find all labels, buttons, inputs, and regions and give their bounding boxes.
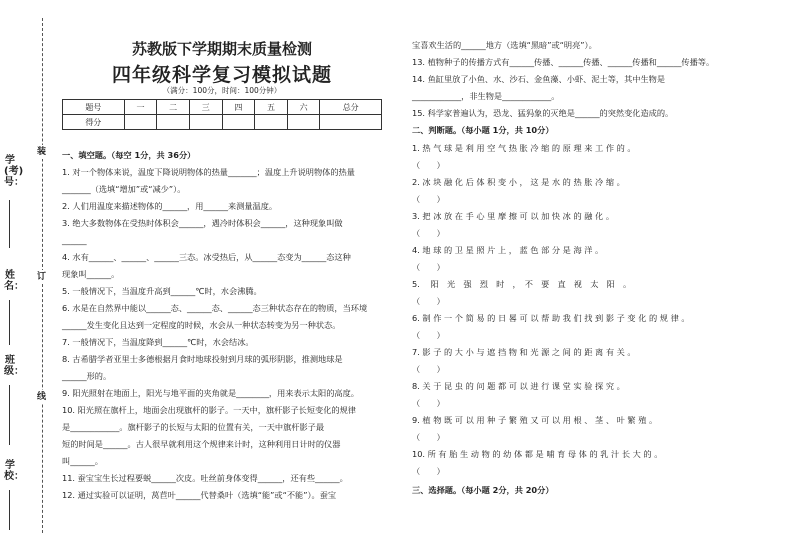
judge-question: 6. 制 作 一 个 简 易 的 日 晷 可 以 帮 助 我 们 找 到 影 子 变 化 的 规 律 。 xyxy=(412,313,690,323)
class-line xyxy=(9,385,10,445)
binding-mark-ding: 订 xyxy=(37,272,47,282)
exam-info: （满分：100分，时间：100分钟） xyxy=(162,86,282,95)
score-table-header-row xyxy=(63,100,382,115)
answer-bracket[interactable]: （ ） xyxy=(412,398,445,408)
exam-subtitle: 四年级科学复习模拟试题 xyxy=(111,64,332,86)
score-table xyxy=(62,99,382,130)
score-cell[interactable] xyxy=(189,115,222,130)
question-line: 8. 古希腊学者亚里士多德根据月食时地球投射到月球的弧形阴影，推测地球是 xyxy=(62,354,343,364)
binding-mark-xian: 线 xyxy=(37,392,47,402)
question-line: ______形的。 xyxy=(62,371,112,381)
score-cell[interactable] xyxy=(157,115,190,130)
section-heading-fill-blank: 一、填空题。（每空 1分，共 36分） xyxy=(62,150,196,160)
question-line: 12. 通过实验可以证明，莴苣叶______代替桑叶（选填“能”或“不能”）。蚕宝 xyxy=(62,490,337,500)
score-header-cell: 六 xyxy=(287,100,320,115)
score-header-cell: 五 xyxy=(255,100,288,115)
binding-mark-zhuang: 装 xyxy=(37,147,47,157)
question-line: 1. 对一个物体来说，温度下降说明物体的热量_______；温度上升说明物体的热量 xyxy=(62,167,355,177)
question-line: 短的时间是______。古人很早就利用这个规律来计时，这种利用日计时的仪器 xyxy=(62,439,341,449)
answer-bracket[interactable]: （ ） xyxy=(412,228,445,238)
score-header-cell: 总分 xyxy=(320,100,382,115)
question-line: ____________，非生物是____________。 xyxy=(412,91,560,101)
question-line: _______（选填“增加”或“减少”）。 xyxy=(62,184,186,194)
score-cell[interactable] xyxy=(124,115,157,130)
question-line: 宝喜欢生活的______地方（选填“黑暗”或“明亮”）。 xyxy=(412,40,597,50)
question-line: 2. 人们用温度来描述物体的______，用______来测量温度。 xyxy=(62,201,278,211)
question-line: 13. 植物种子的传播方式有______传播、______传播、______传播和______传播等。 xyxy=(412,57,715,67)
student-id-label: 学(考)号： xyxy=(4,155,24,188)
judge-question: 3. 把 冰 放 在 手 心 里 摩 擦 可 以 加 快 冰 的 融 化 。 xyxy=(412,211,615,221)
school-line xyxy=(9,490,10,530)
class-label: 班级： xyxy=(4,355,24,377)
judge-question: 1. 热 气 球 是 利 用 空 气 热 胀 冷 缩 的 原 理 来 工 作 的 。 xyxy=(412,143,636,153)
answer-bracket[interactable]: （ ） xyxy=(412,262,445,272)
score-cell[interactable] xyxy=(255,115,288,130)
answer-bracket[interactable]: （ ） xyxy=(412,194,445,204)
question-line: 3. 绝大多数物体在受热时体积会______，遇冷时体积会______，这种现象叫做 xyxy=(62,218,343,228)
name-line xyxy=(9,300,10,345)
answer-bracket[interactable]: （ ） xyxy=(412,296,445,306)
answer-bracket[interactable]: （ ） xyxy=(412,432,445,442)
score-table-score-row xyxy=(63,115,382,130)
score-header-cell: 一 xyxy=(124,100,157,115)
question-line: 15. 科学家普遍认为，恐龙、猛犸象的灭绝是______的突然变化造成的。 xyxy=(412,108,674,118)
score-header-cell: 三 xyxy=(189,100,222,115)
question-line: 叫______。 xyxy=(62,456,103,466)
judge-question: 8. 关 于 昆 虫 的 问 题 都 可 以 进 行 课 堂 实 验 探 究 。 xyxy=(412,381,625,391)
score-cell[interactable] xyxy=(222,115,255,130)
question-line: 现象叫______。 xyxy=(62,269,120,279)
question-line: 9. 阳光照射在地面上，阳光与地平面的夹角就是________，用来表示太阳的高度。 xyxy=(62,388,359,398)
score-cell[interactable] xyxy=(320,115,382,130)
answer-bracket[interactable]: （ ） xyxy=(412,364,445,374)
answer-bracket[interactable]: （ ） xyxy=(412,466,445,476)
judge-question: 9. 植 物 既 可 以 用 种 子 繁 殖 又 可 以 用 根 、 茎 、 叶 繁 殖 。 xyxy=(412,415,658,425)
binding-margin xyxy=(0,0,58,548)
question-line: ______ xyxy=(62,235,87,245)
question-line: ______发生变化且达到一定程度的时候，水会从一种状态转变为另一种状态。 xyxy=(62,320,341,330)
answer-bracket[interactable]: （ ） xyxy=(412,160,445,170)
question-line: 7. 一般情况下，当温度降到______℃时，水会结冰。 xyxy=(62,337,254,347)
question-line: 10. 阳光照在旗杆上，地面会出现旗杆的影子。一天中，旗杆影子长短变化的规律 xyxy=(62,405,356,415)
score-cell[interactable] xyxy=(287,115,320,130)
judge-question: 2. 冰 块 融 化 后 体 积 变 小 ， 这 是 水 的 热 胀 冷 缩 。 xyxy=(412,177,625,187)
judge-question: 7. 影 子 的 大 小 与 遮 挡 物 和 光 源 之 间 的 距 离 有 关 。 xyxy=(412,347,636,357)
judge-question: 10. 所 有 胎 生 动 物 的 幼 体 都 是 哺 育 母 体 的 乳 汁 长 大 的 。 xyxy=(412,449,663,459)
question-line: 4. 水有______、______、______三态。冰受热后，从______态变为______态这种 xyxy=(62,252,351,262)
question-line: 是____________。旗杆影子的长短与太阳的位置有关，一天中旗杆影子最 xyxy=(62,422,325,432)
score-header-cell: 二 xyxy=(157,100,190,115)
exam-title: 苏教版下学期期末质量检测 xyxy=(131,40,312,58)
section-heading-multiple-choice: 三、选择题。（每小题 2分，共 20分） xyxy=(412,485,554,495)
name-label: 姓名： xyxy=(4,270,24,292)
question-line: 14. 鱼缸里放了小鱼、水、沙石、金鱼藻、小虾、泥土等，其中生物是 xyxy=(412,74,666,84)
question-line: 6. 水是在自然界中能以______态、______态、______态三种状态存在的物质，当环境 xyxy=(62,303,368,313)
school-label: 学校： xyxy=(4,460,24,482)
score-header-cell: 题号 xyxy=(63,100,125,115)
section-heading-true-false: 二、判断题。（每小题 1分，共 10分） xyxy=(412,125,554,135)
judge-question: 4. 地 球 的 卫 星 照 片 上 ， 蓝 色 部 分 是 海 洋 。 xyxy=(412,245,604,255)
answer-bracket[interactable]: （ ） xyxy=(412,330,445,340)
judge-question: 5. 阳 光 强 烈 时 ， 不 要 直 视 太 阳 。 xyxy=(412,279,632,289)
student-id-line xyxy=(9,200,10,248)
question-line: 5. 一般情况下，当温度升高到______℃时，水会沸腾。 xyxy=(62,286,262,296)
question-line: 11. 蚕宝宝生长过程要蜕______次皮。吐丝前身体变得______，还有些______。 xyxy=(62,473,348,483)
score-row-label: 得分 xyxy=(63,115,125,130)
score-header-cell: 四 xyxy=(222,100,255,115)
